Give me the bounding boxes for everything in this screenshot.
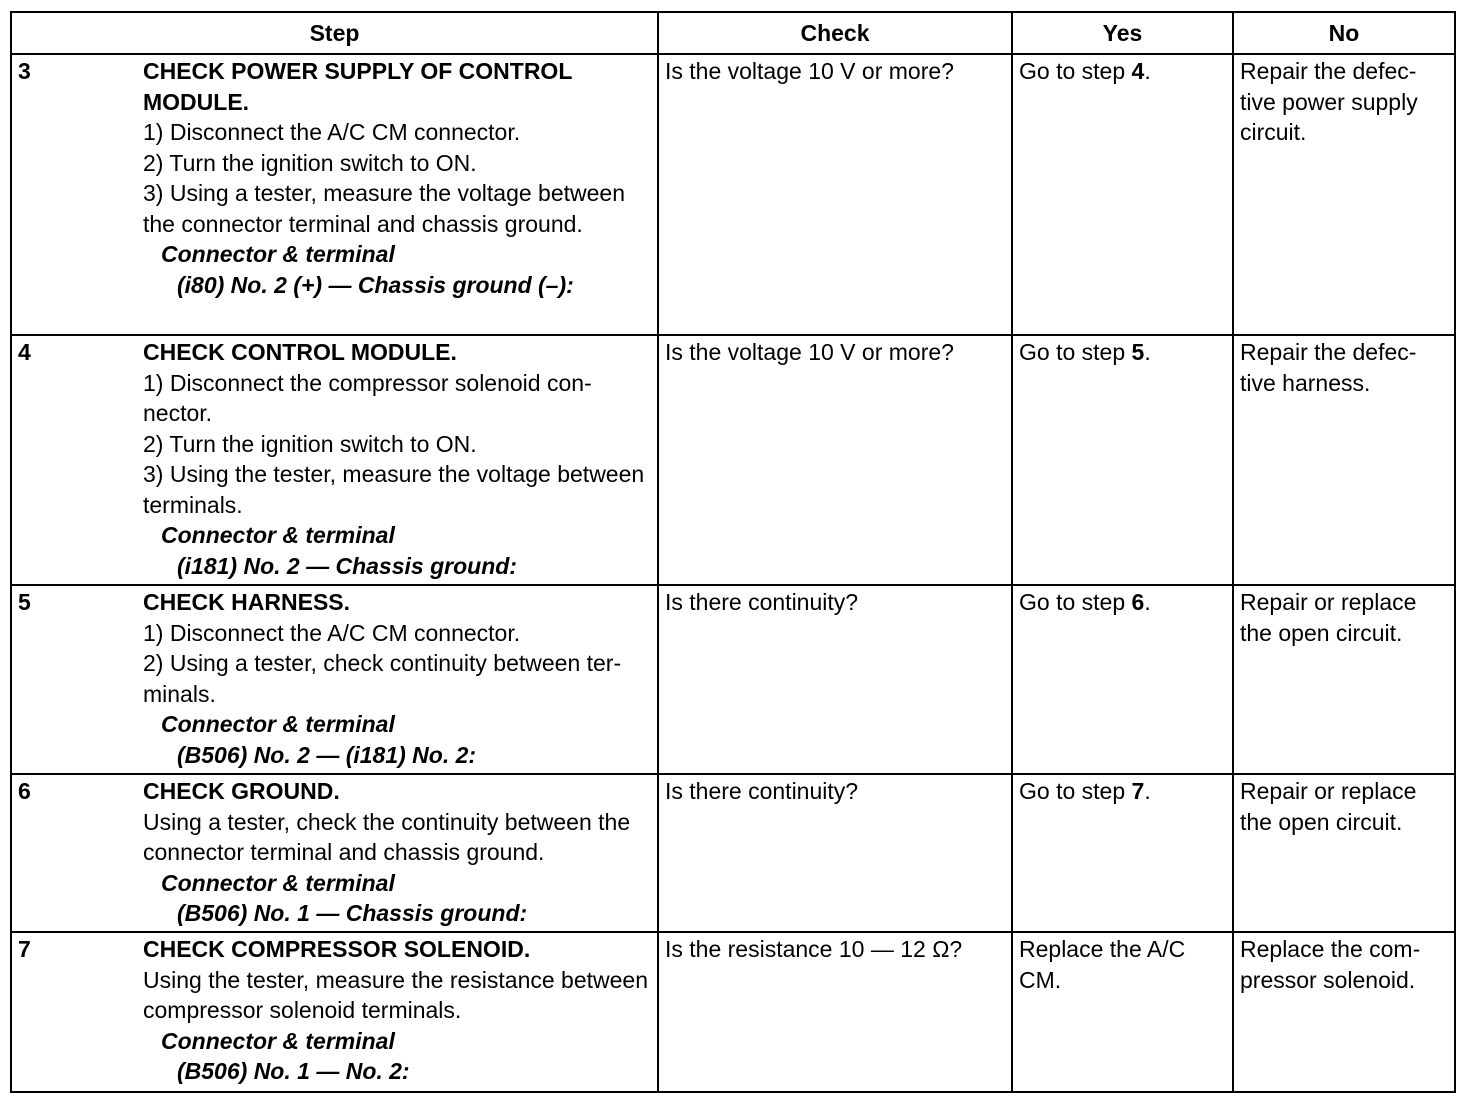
instruction-line: Using a tester, check the continuity between the connector terminal and chassis ground. [143,808,631,865]
table-row [11,774,1455,932]
step-title: CHECK COMPRESSOR SOLENOID. [143,936,531,962]
terminal-spec: (B506) No. 1 — No. 2: [177,1058,410,1084]
no-text: Repair the defec-tive power supply circuit. [1240,58,1418,145]
check-text: Is there continuity? [665,589,859,615]
connector-label: Connector & terminal [161,522,395,548]
instruction-line: 1) Disconnect the A/C CM connector. [143,119,521,145]
check-cell [658,774,1012,932]
check-text: Is the resistance 10 — 12 Ω? [665,936,963,962]
instruction-line: 2) Turn the ignition switch to ON. [143,149,477,176]
step-cell [11,335,658,585]
yes-step-ref: 5 [1131,339,1145,365]
instruction-line: Using the tester, measure the resistance between compressor solenoid terminals. [143,966,649,1023]
connector-label: Connector & terminal [161,1027,395,1054]
step-number: 3 [18,58,31,84]
step-content [143,934,655,1087]
yes-cell [1012,335,1233,585]
yes-suffix: . [1144,58,1151,84]
step-cell [11,932,658,1092]
header-yes: Yes [1012,12,1233,54]
yes-text: Go to step [1019,339,1132,365]
terminal-spec: (i80) No. 2 (+) — Chassis ground (–): [177,271,574,298]
instruction-line: 1) Disconnect the compressor solenoid con-nector. [143,369,592,426]
yes-suffix: . [1144,339,1151,365]
instruction-line: 2) Turn the ignition switch to ON. [143,430,477,457]
step-content [143,587,655,770]
check-text: Is the voltage 10 V or more? [665,339,954,365]
yes-suffix: . [1144,778,1151,804]
instruction-line: 2) Using a tester, check continuity between ter-minals. [143,650,622,707]
yes-step-ref: 7 [1131,778,1145,804]
step-title: CHECK HARNESS. [143,589,351,615]
yes-text: Replace the A/C CM. [1019,936,1186,993]
step-cell [11,774,658,932]
no-text: Repair or replace the open circuit. [1240,778,1417,835]
table-row [11,585,1455,774]
check-cell [658,585,1012,774]
no-text: Repair or replace the open circuit. [1240,589,1417,646]
check-cell [658,54,1012,335]
step-number: 6 [18,778,31,804]
yes-cell [1012,932,1233,1092]
step-cell [11,54,658,335]
step-content [143,56,655,300]
no-text: Repair the defec-tive harness. [1240,339,1417,396]
step-number: 5 [18,589,31,615]
instruction-line: 3) Using the tester, measure the voltage between terminals. [143,461,645,518]
yes-text: Go to step [1019,778,1132,804]
no-cell [1233,335,1455,585]
connector-label: Connector & terminal [161,241,395,267]
instruction-line: 1) Disconnect the A/C CM connector. [143,619,521,646]
table-row [11,54,1455,335]
no-cell [1233,774,1455,932]
no-text: Replace the com-pressor solenoid. [1240,936,1421,993]
check-cell [658,932,1012,1092]
step-title: CHECK CONTROL MODULE. [143,339,457,365]
table-row [11,335,1455,585]
yes-cell [1012,774,1233,932]
terminal-spec: (B506) No. 1 — Chassis ground: [177,900,528,926]
yes-suffix: . [1144,589,1151,615]
step-number: 7 [18,936,31,962]
terminal-spec: (i181) No. 2 — Chassis ground: [177,552,517,579]
header-no: No [1233,12,1455,54]
yes-cell [1012,54,1233,335]
yes-text: Go to step [1019,589,1132,615]
header-step: Step [11,12,658,54]
step-title: CHECK POWER SUPPLY OF CONTROL MODULE. [143,58,572,115]
yes-cell [1012,585,1233,774]
step-number: 4 [18,339,31,365]
yes-step-ref: 4 [1131,58,1145,84]
no-cell [1233,585,1455,774]
diagnostic-table [10,11,1456,1093]
no-cell [1233,54,1455,335]
terminal-spec: (B506) No. 2 — (i181) No. 2: [177,741,477,768]
yes-text: Go to step [1019,58,1132,84]
no-cell [1233,932,1455,1092]
table-row [11,932,1455,1092]
check-text: Is there continuity? [665,778,859,804]
header-row [11,12,1455,54]
step-content [143,776,655,929]
check-cell [658,335,1012,585]
step-content [143,337,655,581]
check-text: Is the voltage 10 V or more? [665,58,954,84]
connector-label: Connector & terminal [161,711,395,737]
step-cell [11,585,658,774]
instruction-line: 3) Using a tester, measure the voltage between the connector terminal and chassis ground. [143,180,626,237]
header-check: Check [658,12,1012,54]
connector-label: Connector & terminal [161,869,395,896]
yes-step-ref: 6 [1131,589,1145,615]
step-title: CHECK GROUND. [143,778,340,804]
